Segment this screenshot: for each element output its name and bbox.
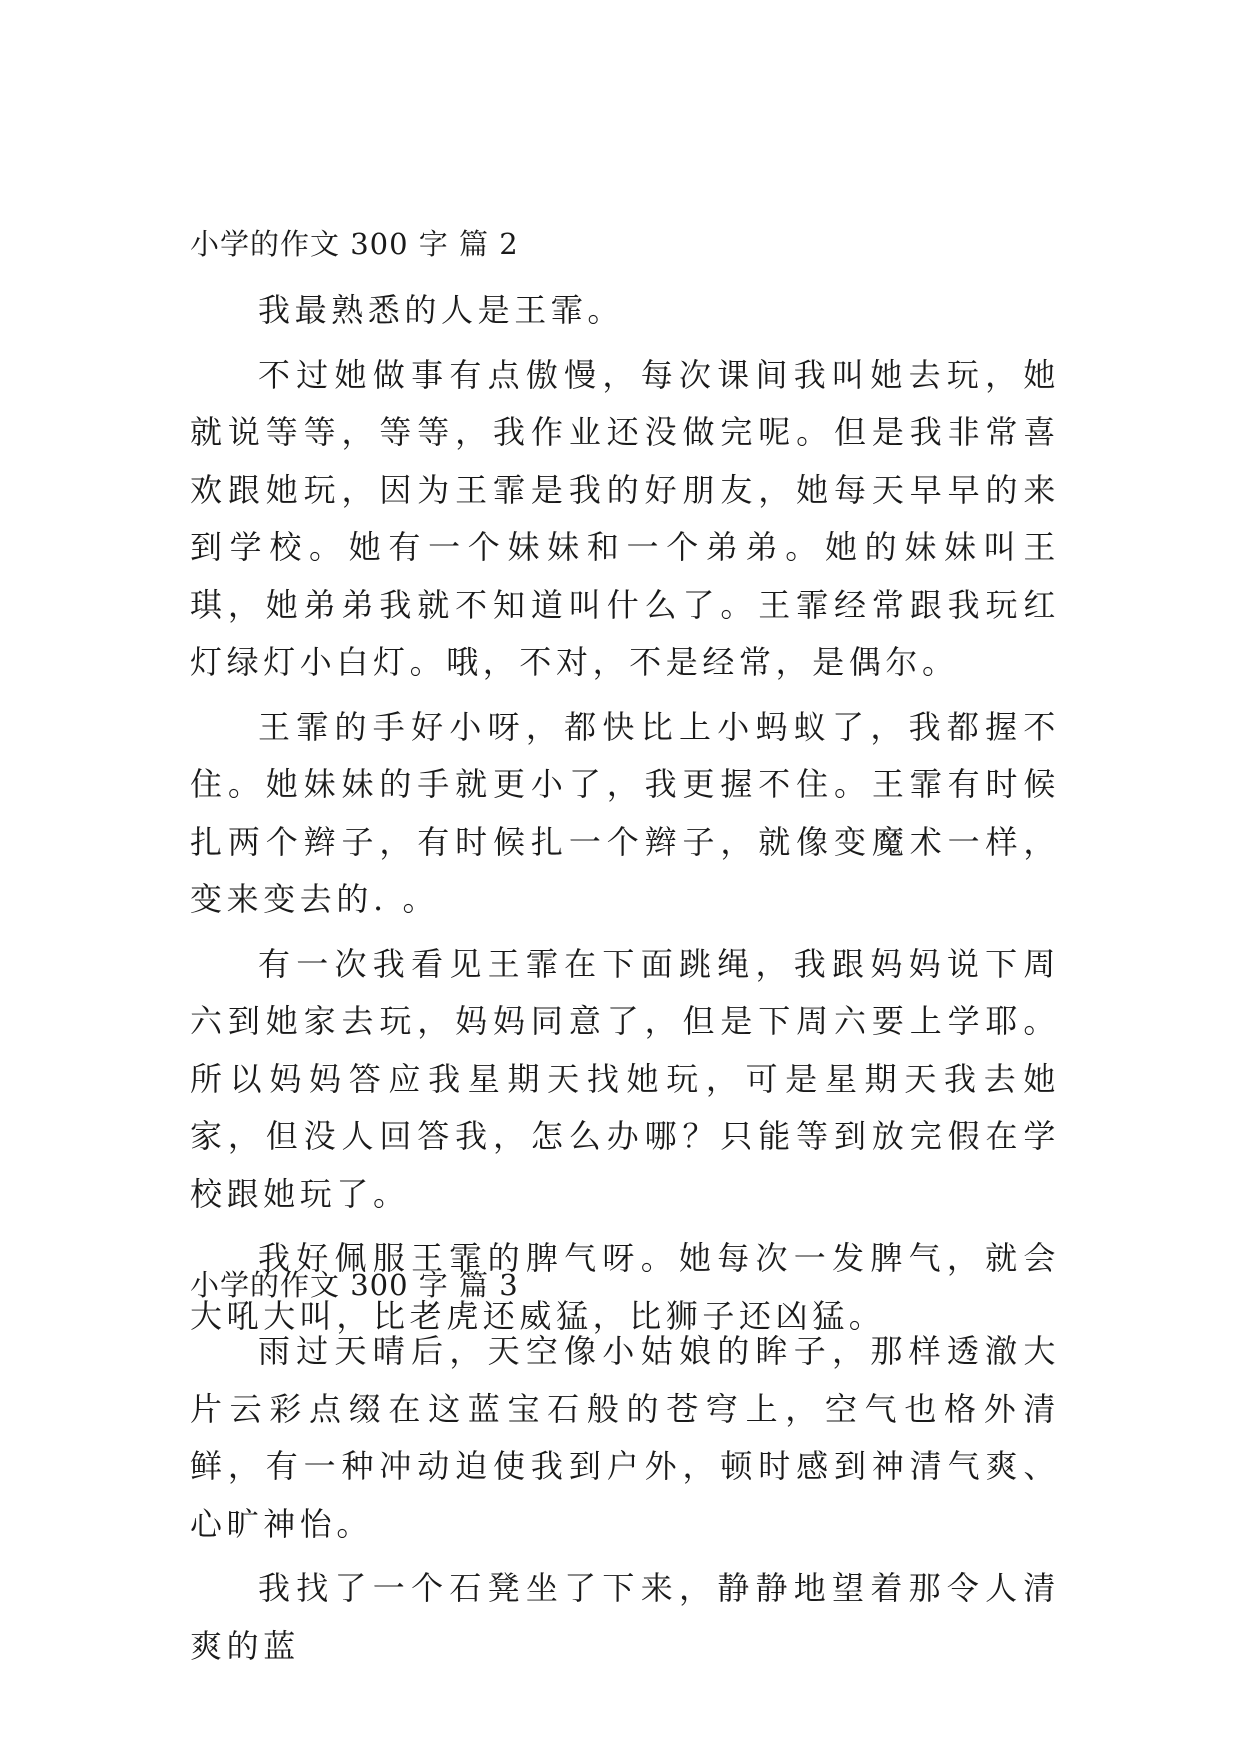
paragraph: 我找了一个石凳坐了下来，静静地望着那令人清爽的蓝: [190, 1569, 1060, 1665]
paragraph: 王霏的手好小呀，都快比上小蚂蚁了，我都握不住。她妹妹的手就更小了，我更握不住。王霏有时候扎两个辫子，有时候扎一个辫子，就像变魔术一样，变来变去的. 。: [190, 707, 1060, 918]
paragraph: 我最熟悉的人是王霏。: [258, 291, 625, 329]
paragraph: 我好佩服王霏的脾气呀。她每次一发脾气，就会大吼大叫，比老虎还威猛，比狮子还凶猛。: [190, 1239, 1060, 1335]
section-heading: 小学的作文 300 字 篇 2: [190, 227, 519, 261]
essay-section-2: [190, 224, 1060, 1352]
paragraph: 有一次我看见王霏在下面跳绳，我跟妈妈说下周六到她家去玩，妈妈同意了，但是下周六要上学耶。所以妈妈答应我星期天找她玩，可是星期天我去她家，但没人回答我，怎么办哪？只能等到放完假在学校跟她玩了。: [190, 944, 1060, 1213]
essay-section-3: [190, 1265, 1060, 1682]
paragraph: 不过她做事有点傲慢，每次课间我叫她去玩，她就说等等，等等，我作业还没做完呢。但是我非常喜欢跟她玩，因为王霏是我的好朋友，她每天早早的来到学校。她有一个妹妹和一个弟弟。她的妹妹叫王琪，她弟弟我就不知道叫什么了。王霏经常跟我玩红灯绿灯小白灯。哦，不对，不是经常，是偶尔。: [190, 355, 1060, 681]
paragraph: 雨过天晴后，天空像小姑娘的眸子，那样透澈大片云彩点缀在这蓝宝石般的苍穹上，空气也格外清鲜，有一种冲动迫使我到户外，顿时感到神清气爽、心旷神怡。: [190, 1332, 1060, 1543]
section-heading: 小学的作文 300 字 篇 3: [190, 1268, 519, 1302]
